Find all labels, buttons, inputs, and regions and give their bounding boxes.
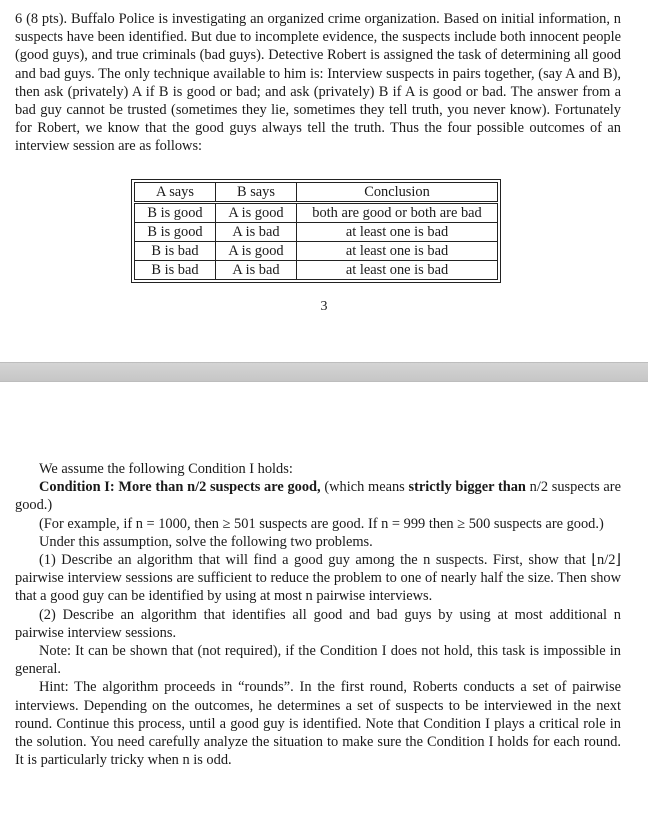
page-number: 3 xyxy=(320,299,328,314)
problem-intro: Buffalo Police is investigating an organized crime organization. Based on initial information, n suspects have been identified. But due to incomplete evidence, the suspects include both innocent people (good guys), and true criminals (bad guys). Detective Robert is assigned the task of determining all good and bad guys. The only technique available to him is: Interview suspects in pairs together, (say A and B), then ask (privately) A if B is good or bad; and ask (privately) B if A is good or bad. The answer from a bad guy cannot be trusted (sometimes they lie, sometimes they tell truth, you never know). Fortunately for Robert, we know that the good guys always tell the truth. Thus the four possible outcomes of an interview session are as follows: xyxy=(15,11,621,155)
cell: A is good xyxy=(216,242,297,261)
note-paragraph: Note: It can be shown that (not required), if the Condition I does not hold, this task is impossible in general. xyxy=(15,643,621,678)
part-1: (1) Describe an algorithm that will find a good guy among the n suspects. First, show that ⌊n/2⌋ pairwise interview sessions are sufficient to reduce the problem to one of nearly half the size. Then show that a good guy can be identified by using at most n pairwise interviews. xyxy=(15,552,621,605)
part-2: (2) Describe an algorithm that identifies all good and bad guys by using at most additional n pairwise interview sessions. xyxy=(15,606,621,641)
cell: B is bad xyxy=(135,261,216,280)
problem-statement xyxy=(15,10,621,156)
example-paragraph: (For example, if n = 1000, then ≥ 501 suspects are good. If n = 999 then ≥ 500 suspects are good.) xyxy=(39,515,604,532)
cell: B is good xyxy=(135,223,216,242)
problem-points: (8 pts). xyxy=(26,11,68,27)
cell: at least one is bad xyxy=(297,223,498,242)
condition-meaning: (which means xyxy=(324,479,405,496)
cell: A is bad xyxy=(216,261,297,280)
table-header-row xyxy=(135,183,498,203)
table-row xyxy=(135,203,498,223)
condition-strict: strictly bigger than xyxy=(408,479,526,496)
cell: at least one is bad xyxy=(297,242,498,261)
cell: at least one is bad xyxy=(297,261,498,280)
cell: B is bad xyxy=(135,242,216,261)
cell: B is good xyxy=(135,203,216,223)
header-b-says: B says xyxy=(216,183,297,203)
table-row xyxy=(135,242,498,261)
cell: A is bad xyxy=(216,223,297,242)
header-conclusion: Conclusion xyxy=(297,183,498,203)
cell: A is good xyxy=(216,203,297,223)
table-row xyxy=(135,223,498,242)
condition-tail: n/2 suspects are good.) xyxy=(15,479,621,514)
outcomes-table xyxy=(134,182,498,280)
condition-paragraph xyxy=(15,478,621,514)
second-page-text xyxy=(15,460,621,769)
hint-paragraph: Hint: The algorithm proceeds in “rounds”. In the first round, Roberts conducts a set of pairwise interviews. Depending on the outcomes, he determines a set of suspects to be interviewed in the next round. Continue this process, until a good guy is identified. Note that Condition I plays a critical role in the solution. You need carefully analyze the situation to make sure the Condition I holds for each round. It is particularly tricky when n is odd. xyxy=(15,679,621,769)
problem-number: 6 xyxy=(15,11,23,27)
cell: both are good or both are bad xyxy=(297,203,498,223)
table-row xyxy=(135,261,498,280)
page-divider xyxy=(0,362,648,382)
header-a-says: A says xyxy=(135,183,216,203)
assumption-line: We assume the following Condition I holds: xyxy=(39,461,293,477)
condition-label: Condition I: More than n/2 suspects are good, xyxy=(39,479,321,496)
under-assumption: Under this assumption, solve the following two problems. xyxy=(39,533,373,550)
